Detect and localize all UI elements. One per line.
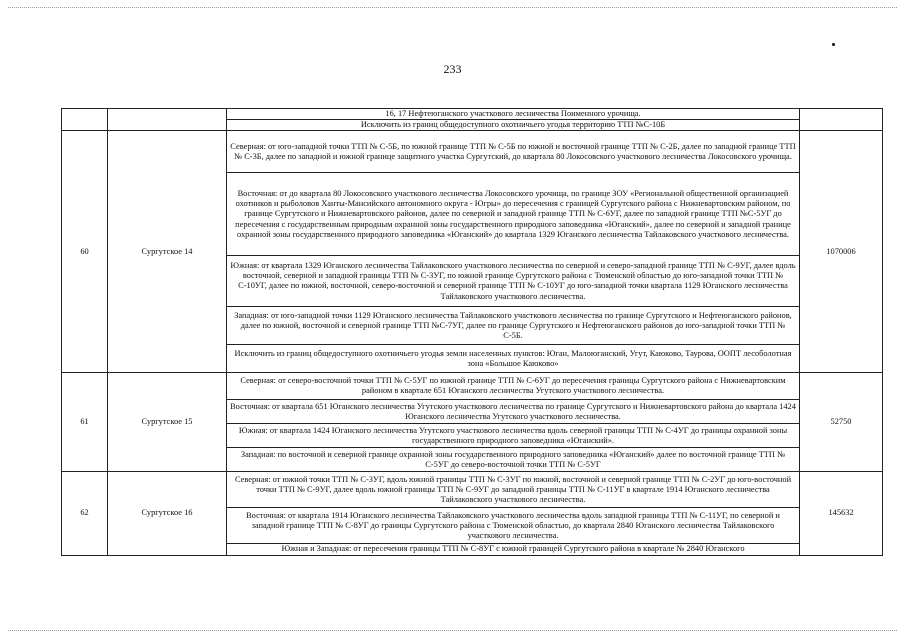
hunting-grounds-table [61,108,883,556]
boundary-text: 16, 17 Нефтеюганского участкового лесничества Поименного урочища. [227,109,800,120]
district-name: Сургутское 14 [108,131,227,373]
scan-speck [832,43,835,46]
boundary-south-west: Южная и Западная: от пересечения границы ТТП № С-8УГ с южной границей Сургутского района в квартале № 2840 Юганского [227,544,800,555]
boundary-north: Северная: от юго-западной точки ТТП № С-5Б, по южной границе ТТП № С-5Б по южной и восточной границе ТТП № С-2Б, далее по западной границе ТТП № С-3Б, далее по западной и южной границе защитного участка Сургутский, до квартала 80 Локосовского участкового лесничества Локосовского урочища. [227,131,800,173]
boundary-north: Северная: от южной точки ТТП № С-3УГ, вдоль южной границы ТТП № С-3УГ по южной, восточной и северной границе ТТП № С-2УГ до юго-восточной точки ТТП № С-9УГ, далее вдоль южной границы ТТП № С-9УГ до западной границы ТТП № С-11УГ в квартале 1914 Юганского лесничества Тайлаковского участкового лесничества. [227,472,800,508]
page-number: 233 [443,62,462,76]
table-row-62 [62,472,883,508]
boundary-east: Восточная: от квартала 1914 Юганского лесничества Тайлаковского участкового лесничества вдоль западной границы ТТП № С-11УГ, по северной и западной границе ТТП № С-8УГ до границы Сургутского района с Тюменской областью, до квартала 2840 Юганского лесничества Тайлаковского участкового лесничества. [227,508,800,544]
row-number: 60 [62,131,108,373]
boundary-west: Западная: от юго-западной точки 1129 Юганского лесничества Тайлаковского участкового лесничества по границе Сургутского и Нефтеюганского районов, далее по южной, восточной и северной границе ТТП №С-7УГ, далее по границе Сургутского и Нефтеюганского районов до юго-западной точки ТТП № С-5Б. [227,307,800,345]
row-number: 62 [62,472,108,555]
boundary-south: Южная: от квартала 1424 Юганского лесничества Угутского участкового лесничества вдоль северной границы ТТП № С-4УГ до границы охранной зоны государственного природного заповедника «Юганский». [227,424,800,448]
boundary-exclusion: Исключить из границ общедоступного охотничьего угодья земли населенных пунктов: Юган, Малоюганский, Угут, Каюково, Таурова, ООПТ лесоболотная зона «Большое Каюково» [227,345,800,373]
boundary-west: Западная: по восточной и северной границе охранной зоны государственного природного заповедника «Юганский» далее по восточной границе ТТП № С-5УГ до северо-восточной точки ТТП № С-5УГ [227,448,800,472]
district-name: Сургутское 16 [108,472,227,555]
table-row-61 [62,373,883,400]
scan-edge-bottom [8,630,897,631]
row-number: 61 [62,373,108,472]
boundary-north: Северная: от северо-восточной точки ТТП № С-5УГ по южной границе ТТП № С-6УГ до пересечения границы Сургутского района с Нижневартовским районом в квартале 651 Юганского лесничества Угутского участкового лесничества. [227,373,800,400]
cell-name-continued [108,109,227,131]
table-row [62,109,883,120]
area-value: 145632 [800,472,883,555]
area-value: 52750 [800,373,883,472]
boundary-east: Восточная: от до квартала 80 Локосовского участкового лесничества Локосовского урочища, по границе ЗОУ «Региональной общественной организацией охотников и рыболовов Ханты-Мансийского автономного округа - Югры» до пересечения с границей Сургутского района с Нижневартовским районом, по границе Сургутского и Нижневартовского районов, далее по северной и западной границе ТТП № С-6УГ, далее по западной границе ТТП №С-5УГ до пересечения с государственным природным охранной зоны государственного природного заповедника «Юганский», далее по северной и западной границе охранной зоны государственного природного заповедника «Юганский» до квартала 1329 Юганского лесничества Тайлаковского участкового лесничества. [227,173,800,256]
boundary-east: Восточная: от квартала 651 Юганского лесничества Угутского участкового лесничества по границе Сургутского и Нижневартовского района до квартала 1424 Юганского лесничества Угутского участкового лесничества. [227,400,800,424]
district-name: Сургутское 15 [108,373,227,472]
scan-edge-top [8,7,897,8]
boundary-text: Исключить из границ общедоступного охотничьего угодья территорию ТТП №С-10Б [227,120,800,131]
table-row-60 [62,131,883,173]
cell-num-continued [62,109,108,131]
cell-area-continued [800,109,883,131]
boundary-south: Южная: от квартала 1329 Юганского лесничества Тайлаковского участкового лесничества по северной и северо-западной границе ТТП № С-9УГ, далее вдоль восточной, северной и западной границы ТТП № С-3УГ, по южной границе Сургутского района с Тюменской областью до юго-западной точки ТТП № С-10УГ, далее по южной, восточной, северо-восточной и северной границе ТТП № С-10УГ до юго-западной точки квартала 1129 Юганского лесничества Тайлаковского участкового лесничества. [227,256,800,307]
area-value: 1070006 [800,131,883,373]
